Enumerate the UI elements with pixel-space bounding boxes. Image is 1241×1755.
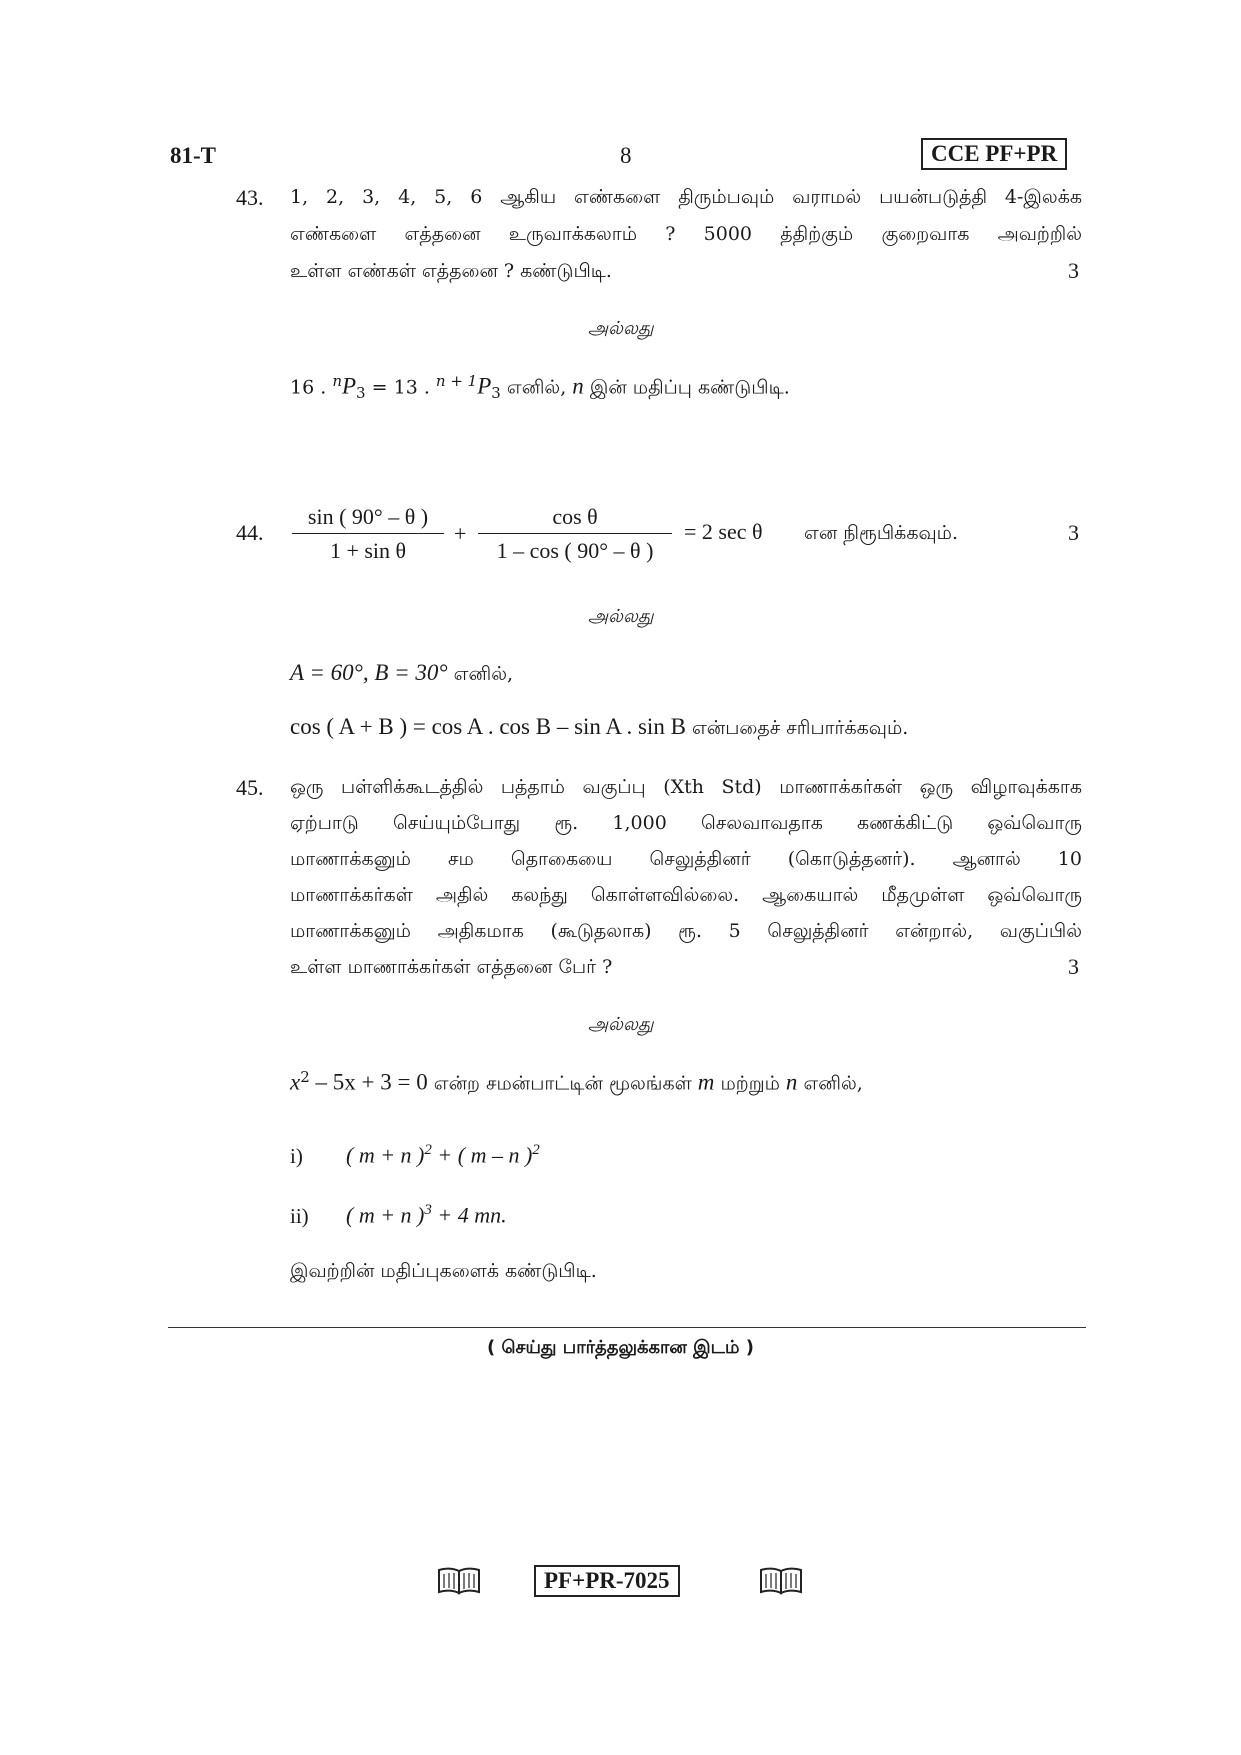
q45-part-i-term1: ( m + n )	[346, 1142, 425, 1168]
q43-alt-sup2: n + 1	[435, 372, 478, 390]
q43-alt-end: இன் மதிப்பு கண்டுபிடி.	[589, 376, 790, 399]
q43-alt-tail: எனில்,	[506, 376, 567, 399]
q45-part-ii-power: 3	[424, 1202, 432, 1218]
series-box: CCE PF+PR	[921, 138, 1067, 170]
q45-line-3: மாணாக்கனும் சம தொகையை செலுத்தினர் (கொடுத்தனர்). ஆனால் 10	[290, 848, 1082, 870]
book-icon-left	[436, 1566, 482, 1596]
q43-line-1: 1, 2, 3, 4, 5, 6 ஆகிய எண்களை திரும்பவும் வராமல் பயன்படுத்தி 4-இலக்க	[290, 186, 1082, 208]
q45-part-i-power1: 2	[424, 1142, 432, 1158]
q43-alt-p2: P	[477, 373, 492, 399]
q43-alt-p1: P	[341, 373, 357, 399]
q44-fraction-1	[292, 504, 444, 564]
q45-alt-equation: – 5x + 3 = 0	[309, 1069, 428, 1095]
q44-rhs: = 2 sec θ	[684, 519, 763, 544]
q45-alt-and: மற்றும்	[720, 1072, 780, 1095]
q45-alt-equation-line	[290, 1068, 863, 1097]
q43-line-2: எண்களை எத்தனை உருவாக்கலாம் ? 5000 த்திற்கும் குறைவாக அவற்றில்	[290, 223, 1082, 245]
q45-line-5: மாணாக்கனும் அதிகமாக (கூடுதலாக) ரூ. 5 செலுத்தினர் என்றால், வகுப்பில்	[290, 920, 1082, 942]
rough-work-divider	[168, 1327, 1086, 1328]
q45-alt-m: m	[697, 1069, 715, 1095]
q44-plus: +	[454, 521, 467, 546]
q44-alt-condition: எனில்,	[453, 663, 514, 685]
q43-alt-sup1: n	[332, 372, 342, 390]
q44-prove-text: என நிரூபிக்கவும்.	[804, 522, 958, 544]
q45-alt-square: 2	[300, 1068, 310, 1086]
q44-alt-verify: என்பதைச் சரிபார்க்கவும்.	[691, 717, 909, 739]
q44-alt-values: A = 60°, B = 30°	[290, 660, 448, 685]
q45-part-ii-label: ii)	[290, 1204, 309, 1228]
q45-alt-end: எனில்,	[803, 1072, 863, 1095]
q44-frac1-numerator: sin ( 90° – θ )	[307, 504, 429, 529]
question-number-44: 44.	[236, 520, 264, 545]
q43-or: அல்லது	[588, 318, 654, 339]
q45-alt-x: x	[290, 1069, 301, 1095]
q45-part-i-term2: + ( m – n )	[431, 1142, 533, 1168]
q43-alt-sub1: 3	[356, 384, 366, 403]
q45-alt-n: n	[785, 1069, 798, 1095]
q43-alternative	[290, 372, 790, 402]
q43-alt-coef1: 16 .	[290, 376, 327, 399]
q43-alt-sub2: 3	[491, 384, 501, 403]
q44-alt-line-1	[290, 660, 513, 688]
q45-part-i-expression	[346, 1142, 540, 1168]
question-number-43: 43.	[236, 185, 264, 210]
q45-line-1: ஒரு பள்ளிக்கூடத்தில் பத்தாம் வகுப்பு (Xth Std) மாணாக்கர்கள் ஒரு விழாவுக்காக	[290, 776, 1082, 798]
question-number-45: 45.	[236, 775, 264, 800]
q43-marks: 3	[1068, 258, 1079, 283]
q45-part-ii-term1: ( m + n )	[346, 1202, 425, 1228]
rough-work-label: ( செய்து பார்த்தலுக்கான இடம் )	[487, 1337, 754, 1358]
q45-alt-text: என்ற சமன்பாட்டின் மூலங்கள்	[433, 1072, 692, 1095]
q44-frac2-denominator: 1 – cos ( 90° – θ )	[496, 538, 654, 563]
book-icon-right	[758, 1566, 804, 1596]
q45-line-4: மாணாக்கர்கள் அதில் கலந்து கொள்ளவில்லை. ஆகையால் மீதமுள்ள ஒவ்வொரு	[290, 884, 1082, 906]
q45-part-i-power2: 2	[532, 1142, 540, 1158]
q45-part-ii-expression	[346, 1202, 507, 1228]
page-number: 8	[620, 143, 632, 168]
q45-closing-line: இவற்றின் மதிப்புகளைக் கண்டுபிடி.	[290, 1260, 597, 1282]
q44-frac2-numerator: cos θ	[552, 504, 598, 529]
q44-alt-identity: cos ( A + B ) = cos A . cos B – sin A . sin B	[290, 714, 686, 739]
q43-line-3: உள்ள எண்கள் எத்தனை ? கண்டுபிடி.	[290, 260, 612, 282]
paper-code: 81-T	[170, 143, 216, 168]
q45-part-i-label: i)	[290, 1144, 303, 1168]
q45-part-ii-term2: + 4 mn.	[431, 1202, 507, 1228]
q44-or: அல்லது	[588, 606, 654, 627]
q45-line-2: ஏற்பாடு செய்யும்போது ரூ. 1,000 செலவாவதாக கணக்கிட்டு ஒவ்வொரு	[290, 812, 1082, 834]
q44-fraction-2	[478, 504, 672, 564]
q43-alt-n: n	[572, 373, 584, 399]
q43-alt-eq: = 13 .	[371, 376, 430, 399]
q44-alt-line-2	[290, 714, 908, 742]
q44-marks: 3	[1068, 520, 1079, 545]
q45-marks: 3	[1068, 954, 1079, 979]
q45-line-6: உள்ள மாணாக்கர்கள் எத்தனை பேர் ?	[290, 956, 613, 978]
q45-or: அல்லது	[588, 1014, 654, 1035]
paper-series-code: PF+PR-7025	[534, 1565, 680, 1597]
q44-frac1-denominator: 1 + sin θ	[329, 538, 407, 563]
